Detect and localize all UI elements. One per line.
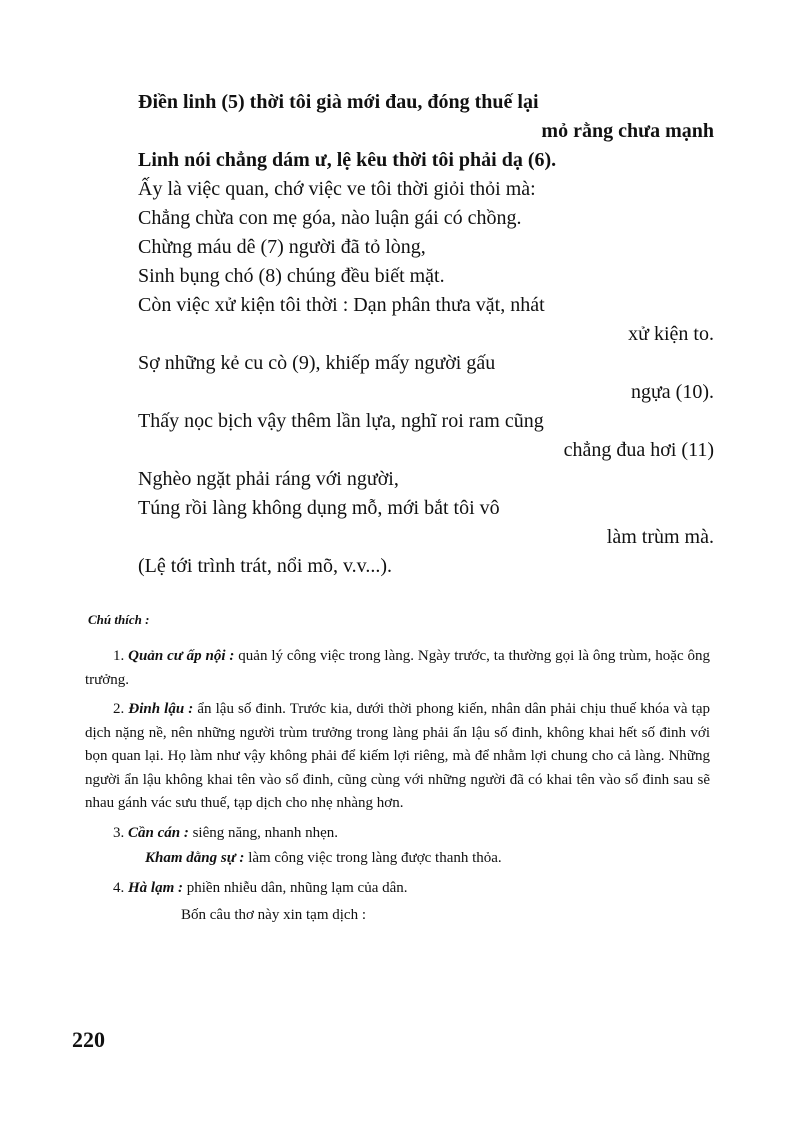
page-number: 220: [72, 1027, 105, 1052]
note-item: [85, 822, 710, 846]
poem-verse: [138, 407, 718, 465]
note-term: Hà lạm :: [128, 879, 183, 896]
notes-block: [85, 645, 710, 934]
verse-line: Túng rồi làng không dụng mỗ, mới bắt tôi vô: [138, 497, 500, 519]
poem-verse: [138, 349, 718, 407]
note-item: [85, 877, 710, 901]
verse-continuation: ngựa (10).: [630, 381, 714, 403]
note-term: Kham dằng sự :: [145, 850, 245, 866]
note-text: Bốn câu thơ này xin tạm dịch :: [181, 907, 366, 923]
notes-title: Chú thích :: [88, 612, 150, 627]
poem-verse: [138, 175, 718, 204]
note-term: Quản cư ấp nội :: [128, 648, 235, 664]
verse-continuation: mỏ rằng chưa mạnh: [541, 120, 714, 142]
note-number: 3.: [113, 824, 125, 841]
verse-line: Chừng máu dê (7) người đã tỏ lòng,: [138, 236, 426, 258]
poem-verse: [138, 88, 718, 146]
poem-verse: [138, 465, 718, 494]
note-term: Đinh lậu :: [128, 701, 194, 717]
verse-line: Điền linh (5) thời tôi già mới đau, đóng thuế lại: [138, 91, 539, 113]
verse-line: Nghèo ngặt phải ráng với người,: [138, 468, 399, 490]
verse-line: (Lệ tới trình trát, nổi mõ, v.v...).: [138, 555, 393, 577]
verse-continuation: làm trùm mà.: [606, 526, 714, 548]
verse-continuation: chẳng đua hơi (11): [563, 439, 714, 461]
verse-line: Sợ những kẻ cu cò (9), khiếp mấy người gấu: [138, 352, 496, 374]
note-term: Cần cán :: [128, 824, 189, 841]
verse-line: Còn việc xử kiện tôi thời : Dạn phân thưa vặt, nhát: [138, 294, 545, 316]
poem-verse: [138, 291, 718, 349]
note-item: [85, 698, 710, 816]
note-text: quản lý công việc trong làng. Ngày trước, ta thường gọi là ông trùm, hoặc ông trưởng.: [85, 648, 710, 688]
note-text: phiền nhiễu dân, nhũng lạm của dân.: [183, 879, 408, 896]
poem-verse: [138, 233, 718, 262]
note-text: ẩn lậu số đinh. Trước kia, dưới thời phong kiến, nhân dân phải chịu thuế khóa và tạp dịch nặng nề, nên những người trùm trưởng trong làng phải ẩn lậu số đinh, không khai hết số đinh với bọn quan lại. Họ làm như vậy không phải để kiếm lợi riêng, mà để nhằm lợi chung cho cả làng. Những người ẩn lậu không khai tên vào sổ đinh, cũng cùng với những người đã có khai tên vào sổ đinh sau sẽ nhau gánh vác sưu thuế, tạp dịch cho nhẹ nhàng hơn.: [85, 701, 710, 811]
verse-line: Ấy là việc quan, chớ việc ve tôi thời giỏi thỏi mà:: [138, 178, 536, 200]
note-text: siêng năng, nhanh nhẹn.: [188, 824, 338, 841]
note-number: 1.: [113, 648, 125, 664]
verse-line: Linh nói chẳng dám ư, lệ kêu thời tôi phải dạ (6).: [138, 149, 557, 171]
poem-verse: [138, 262, 718, 291]
poem-verse: [138, 146, 718, 175]
poem-verse: [138, 494, 718, 552]
poem-verse: [138, 552, 718, 581]
verse-line: Chẳng chừa con mẹ góa, nào luận gái có chồng.: [138, 207, 522, 229]
note-item: [85, 847, 710, 871]
note-number: 2.: [113, 701, 125, 717]
verse-line: Sinh bụng chó (8) chúng đều biết mặt.: [138, 265, 445, 287]
note-item: [85, 645, 710, 692]
poem-verse: [138, 204, 718, 233]
verse-line: Thấy nọc bịch vậy thêm lần lựa, nghĩ roi ram cũng: [138, 410, 544, 432]
note-number: 4.: [113, 879, 125, 896]
verse-continuation: xử kiện to.: [628, 323, 714, 345]
note-item: [85, 904, 710, 928]
note-text: làm công việc trong làng được thanh thỏa.: [244, 850, 502, 866]
poem-block: [138, 88, 718, 581]
